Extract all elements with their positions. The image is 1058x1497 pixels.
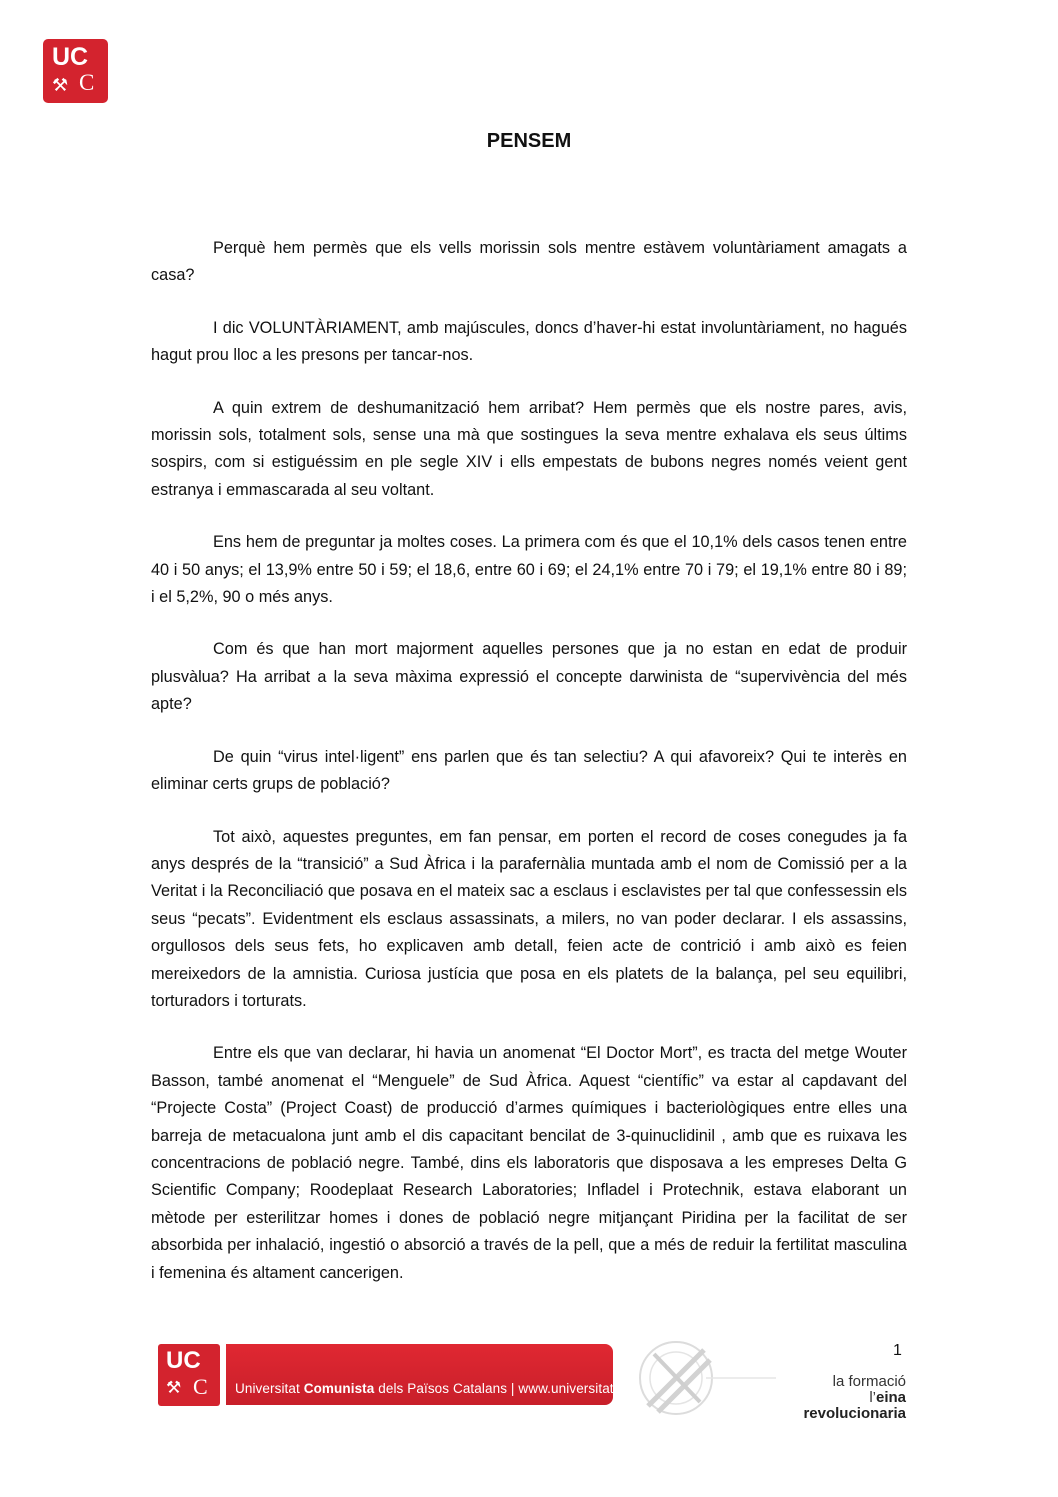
logo-letter-u: UC [52,43,89,71]
slogan-line-1: la formació [832,1373,906,1390]
logo-emblem-icon: ⚒ [52,75,69,96]
paragraph: Ens hem de preguntar ja moltes coses. La primera com és que el 10,1% dels casos tenen entre 40 i 50 anys; el 13,9% entre 50 i 59; el 18,6, entre 60 i 69; el 24,1% entre 70 i 79; el 19,1% entre 80 i 89; i el 5,2%, 90 o més anys. [151,533,907,607]
page-title: PENSEM [486,130,572,152]
footer-logo [158,1344,220,1406]
footer-decoration-icon [618,1336,778,1416]
page-number: 1 [893,1342,902,1359]
logo-emblem-icon: ⚒ [166,1378,182,1398]
logo-letter-u: UC [166,1347,201,1374]
slogan [772,1374,906,1422]
paragraph: Entre els que van declarar, hi havia un anomenat “El Doctor Mort”, es tracta del metge Wouter Basson, també anomenat el “Menguele” de Sud Àfrica. Aquest “científic” va estar al capdavant del “Projecte Costa” (Project Coast) de producció d’armes químiques i bacteriològiques entre elles una barreja de metacualona junt amb el dis capacitant bencilat de 3-quinuclidinil , amb que es ruixava les concentracions de població negre. També, dins els laboratoris que disposava a les empreses Delta G Scientific Company; Roodeplaat Research Laboratories; Infladel i Protechnik, estava elaborant un mètode per esterilitzar homes i dones de població negre mitjançant Piridina per la facilitat de ser absorbida per inhalació, ingestió o absorció a través de la pell, que a més de reduir la fertilitat masculina i femenina és altament cancerigen. [151,1044,907,1282]
logo-letter-c: C [193,1374,208,1399]
paragraph: Tot això, aquestes preguntes, em fan pensar, em porten el record de coses conegudes ja fa anys després de la “transició” a Sud Àfrica i la parafernàlia muntada amb el nom de Comissió per a la Veritat i la Reconciliació que posava en el mateix sac a esclaus i esclavistes per tal que confessessin els seus “pecats”. Evidentment els esclaus assassinats, a milers, no van poder declarar. I els assassins, orgullosos dels seus fets, ho explicaven amb detall, feien acte de contrició i amb això es feien mereixedors de la amnistia. Curiosa justícia que posa en els platets de la balança, pel seu equilibri, torturadors i torturats. [151,827,907,1010]
slogan-line-2: l’eina revolucionaria [803,1389,906,1422]
paragraph: Com és que han mort majorment aquelles persones que ja no estan en edat de produir plusvàlua? Ha arribat a la seva màxima expressió el concepte darwinista de “supervivència del més apte? [151,640,907,714]
paragraph: Perquè hem permès que els vells morissin sols mentre estàvem voluntàriament amagats a casa? [151,239,907,285]
paragraph: De quin “virus intel·ligent” ens parlen que és tan selectiu? A qui afavoreix? Qui te interès en eliminar certs grups de població? [151,747,907,794]
header-logo [43,39,108,103]
footer-banner [226,1344,636,1405]
logo-letter-c: C [79,70,95,95]
footer-banner-text: Universitat Comunista dels Països Catalans | www.universitat.cat [235,1381,636,1396]
paragraph: I dic VOLUNTÀRIAMENT, amb majúscules, doncs d’haver-hi estat involuntàriament, no hagués hagut prou lloc a les presons per tancar-nos. [151,318,907,365]
article-body [151,235,907,1312]
paragraph: A quin extrem de deshumanització hem arribat? Hem permès que els nostre pares, avis, morissin sols, totalment sols, sense una mà que sostingues la seva mentre exhalava els seus últims sospirs, com si estiguéssim en ple segle XIV i ells empestats de bubons negres només veient gent estranya i emmascarada al seu voltant. [151,398,907,499]
